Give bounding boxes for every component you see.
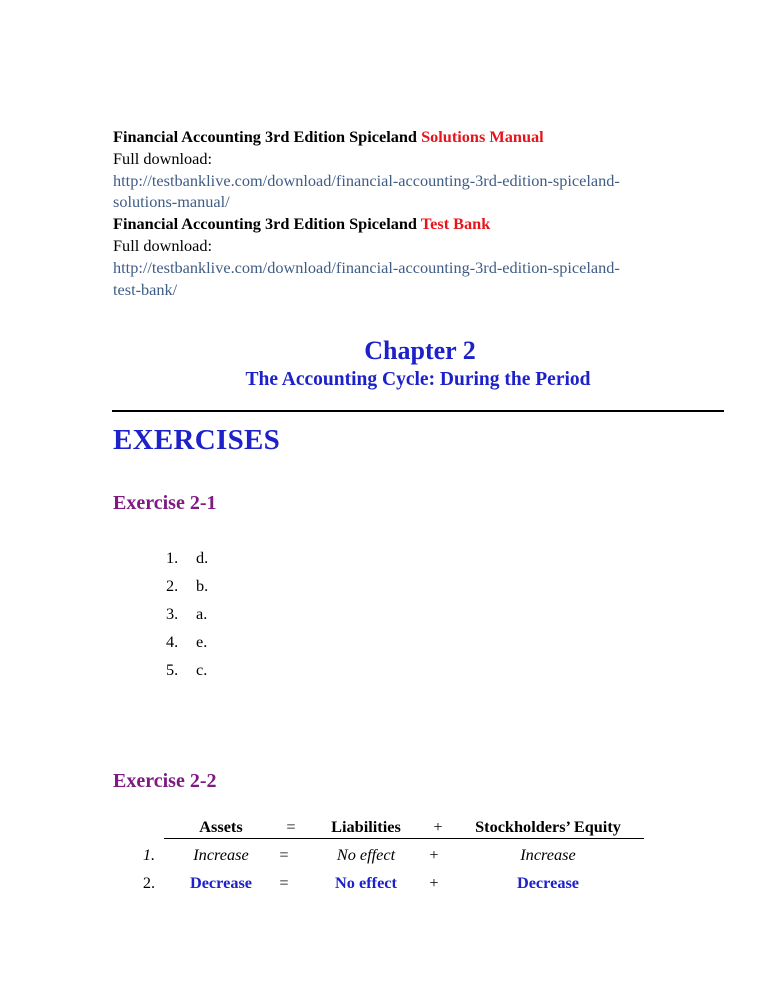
item-number: 2.: [166, 576, 179, 595]
chapter-title: Chapter 2: [364, 336, 476, 365]
list-item: [166, 632, 208, 660]
liabilities-cell: No effect: [336, 845, 396, 864]
liabilities-cell: No effect: [335, 873, 397, 892]
exercise-2-2-heading: Exercise 2-2: [113, 770, 217, 792]
equals-cell: =: [279, 845, 289, 864]
plus-header: +: [433, 817, 443, 836]
item-number: 3.: [166, 604, 179, 623]
row-number: 2.: [142, 873, 156, 892]
exercises-heading: EXERCISES: [113, 424, 281, 456]
plus-cell: +: [429, 845, 439, 864]
solutions-manual-title: [113, 126, 713, 148]
link-text-1[interactable]: http://testbanklive.com/download/financial-accounting-3rd-edition-spiceland-: [113, 257, 620, 277]
assets-cell: Increase: [193, 845, 249, 864]
item-answer: c.: [196, 660, 208, 679]
list-item: [166, 576, 208, 604]
plus-cell: +: [429, 873, 439, 892]
item-answer: d.: [196, 548, 209, 567]
link-text-2[interactable]: test-bank/: [113, 279, 178, 299]
item-number: 4.: [166, 632, 179, 651]
header-underline: [164, 838, 644, 839]
row-number: 1.: [142, 845, 156, 864]
solutions-manual-link[interactable]: [113, 170, 713, 214]
equals-cell: =: [279, 873, 289, 892]
equity-cell: Increase: [520, 845, 576, 864]
liabilities-header: Liabilities: [331, 817, 401, 836]
item-answer: b.: [196, 576, 209, 595]
equals-header: =: [286, 817, 296, 836]
full-download-label: Full download:: [113, 235, 213, 255]
test-bank-link[interactable]: [113, 257, 713, 301]
test-bank-title: [113, 213, 713, 235]
chapter-subtitle: The Accounting Cycle: During the Period: [245, 369, 591, 390]
item-number: 5.: [166, 660, 179, 679]
item-answer: e.: [196, 632, 208, 651]
title-text: Financial Accounting 3rd Edition Spiceland: [113, 214, 421, 234]
list-item: [166, 660, 208, 688]
assets-header: Assets: [199, 817, 243, 836]
solutions-manual-label: Solutions Manual: [421, 127, 544, 146]
item-answer: a.: [196, 604, 208, 623]
item-number: 1.: [166, 548, 179, 567]
list-item: [166, 604, 208, 632]
test-bank-label: Test Bank: [420, 214, 491, 234]
link-text-2[interactable]: solutions-manual/: [113, 192, 230, 212]
equity-header: Stockholders’ Equity: [475, 817, 621, 836]
full-download-label: Full download:: [113, 148, 213, 168]
equity-cell: Decrease: [516, 873, 580, 892]
download-info: [113, 126, 713, 300]
list-item: [166, 548, 208, 576]
exercise-2-1-heading: Exercise 2-1: [113, 492, 217, 514]
title-text: Financial Accounting 3rd Edition Spiceland: [113, 127, 422, 146]
exercise-2-1-answers: [166, 548, 208, 688]
assets-cell: Decrease: [189, 873, 253, 892]
horizontal-divider: [112, 410, 724, 412]
link-text-1[interactable]: http://testbanklive.com/download/financial-accounting-3rd-edition-spiceland-: [113, 170, 620, 190]
